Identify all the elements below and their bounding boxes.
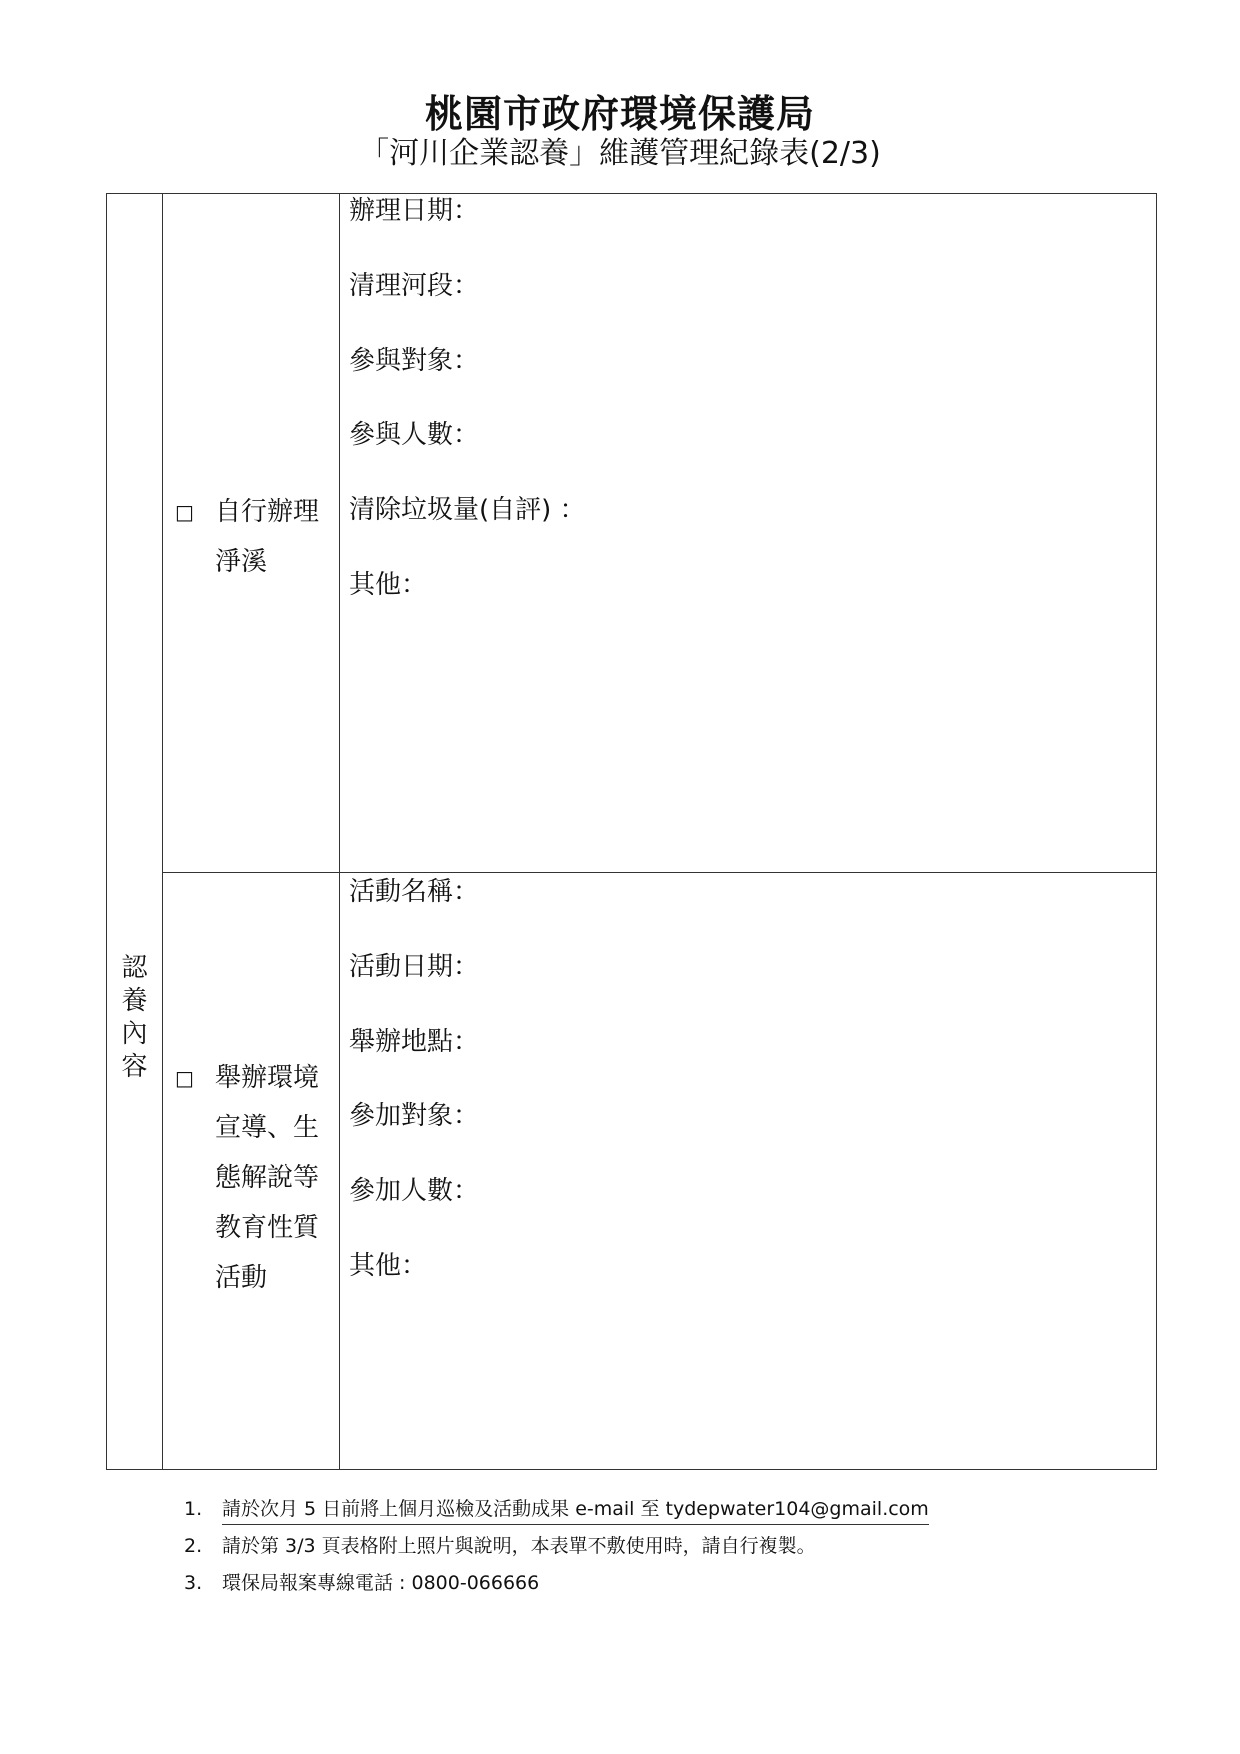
option-label-line: 舉辦環境	[215, 1063, 320, 1093]
field-date: 辦理日期：	[349, 196, 480, 226]
note-number: 1.	[184, 1498, 203, 1520]
section-label-char: 容	[121, 1052, 148, 1082]
checkbox[interactable]: □	[175, 1066, 194, 1090]
field-participants: 參與對象：	[349, 346, 480, 376]
note-text	[222, 1494, 929, 1525]
option-label-line: 教育性質	[215, 1213, 320, 1243]
field-river-section: 清理河段：	[349, 271, 480, 301]
field-other: 其他：	[349, 570, 428, 600]
section-label-char: 內	[121, 1019, 148, 1049]
field-venue: 舉辦地點：	[349, 1027, 480, 1057]
note-text: 環保局報案專線電話 : 0800-066666	[222, 1572, 540, 1594]
column-divider	[162, 194, 163, 1469]
page-title: 桃園市政府環境保護局	[424, 92, 815, 136]
field-activity-name: 活動名稱：	[349, 877, 480, 907]
row-divider	[162, 872, 1156, 873]
field-activity-date: 活動日期：	[349, 952, 480, 982]
section-label-char: 養	[121, 986, 148, 1016]
page-subtitle: 「河川企業認養」維護管理紀錄表(2/3)	[359, 136, 881, 171]
option-label-line: 宣導、生	[215, 1113, 320, 1143]
column-divider	[339, 194, 340, 1469]
field-garbage-amount: 清除垃圾量(自評) ：	[349, 495, 586, 525]
option-label-line: 自行辦理	[215, 497, 320, 527]
section-label-char: 認	[121, 953, 148, 983]
field-attendees: 參加對象：	[349, 1101, 480, 1131]
section-label-adoption-content	[107, 952, 162, 1084]
note-number: 2.	[184, 1535, 203, 1557]
email-link[interactable]: tydepwater104@gmail.com	[665, 1498, 929, 1520]
field-participant-count: 參與人數：	[349, 420, 480, 450]
note-number: 3.	[184, 1572, 203, 1594]
field-attendee-count: 參加人數：	[349, 1176, 480, 1206]
option-label-line: 態解說等	[215, 1163, 320, 1193]
note-text: 請於第 3/3 頁表格附上照片與說明，本表單不敷使用時，請自行複製。	[222, 1535, 816, 1557]
option-label-line: 淨溪	[215, 547, 268, 577]
record-form-table	[106, 193, 1157, 1470]
field-other: 其他：	[349, 1251, 428, 1281]
note-text-body: 請於次月 5 日前將上個月巡檢及活動成果 e-mail 至	[222, 1498, 660, 1520]
option-label-line: 活動	[215, 1263, 268, 1293]
checkbox[interactable]: □	[175, 500, 194, 524]
